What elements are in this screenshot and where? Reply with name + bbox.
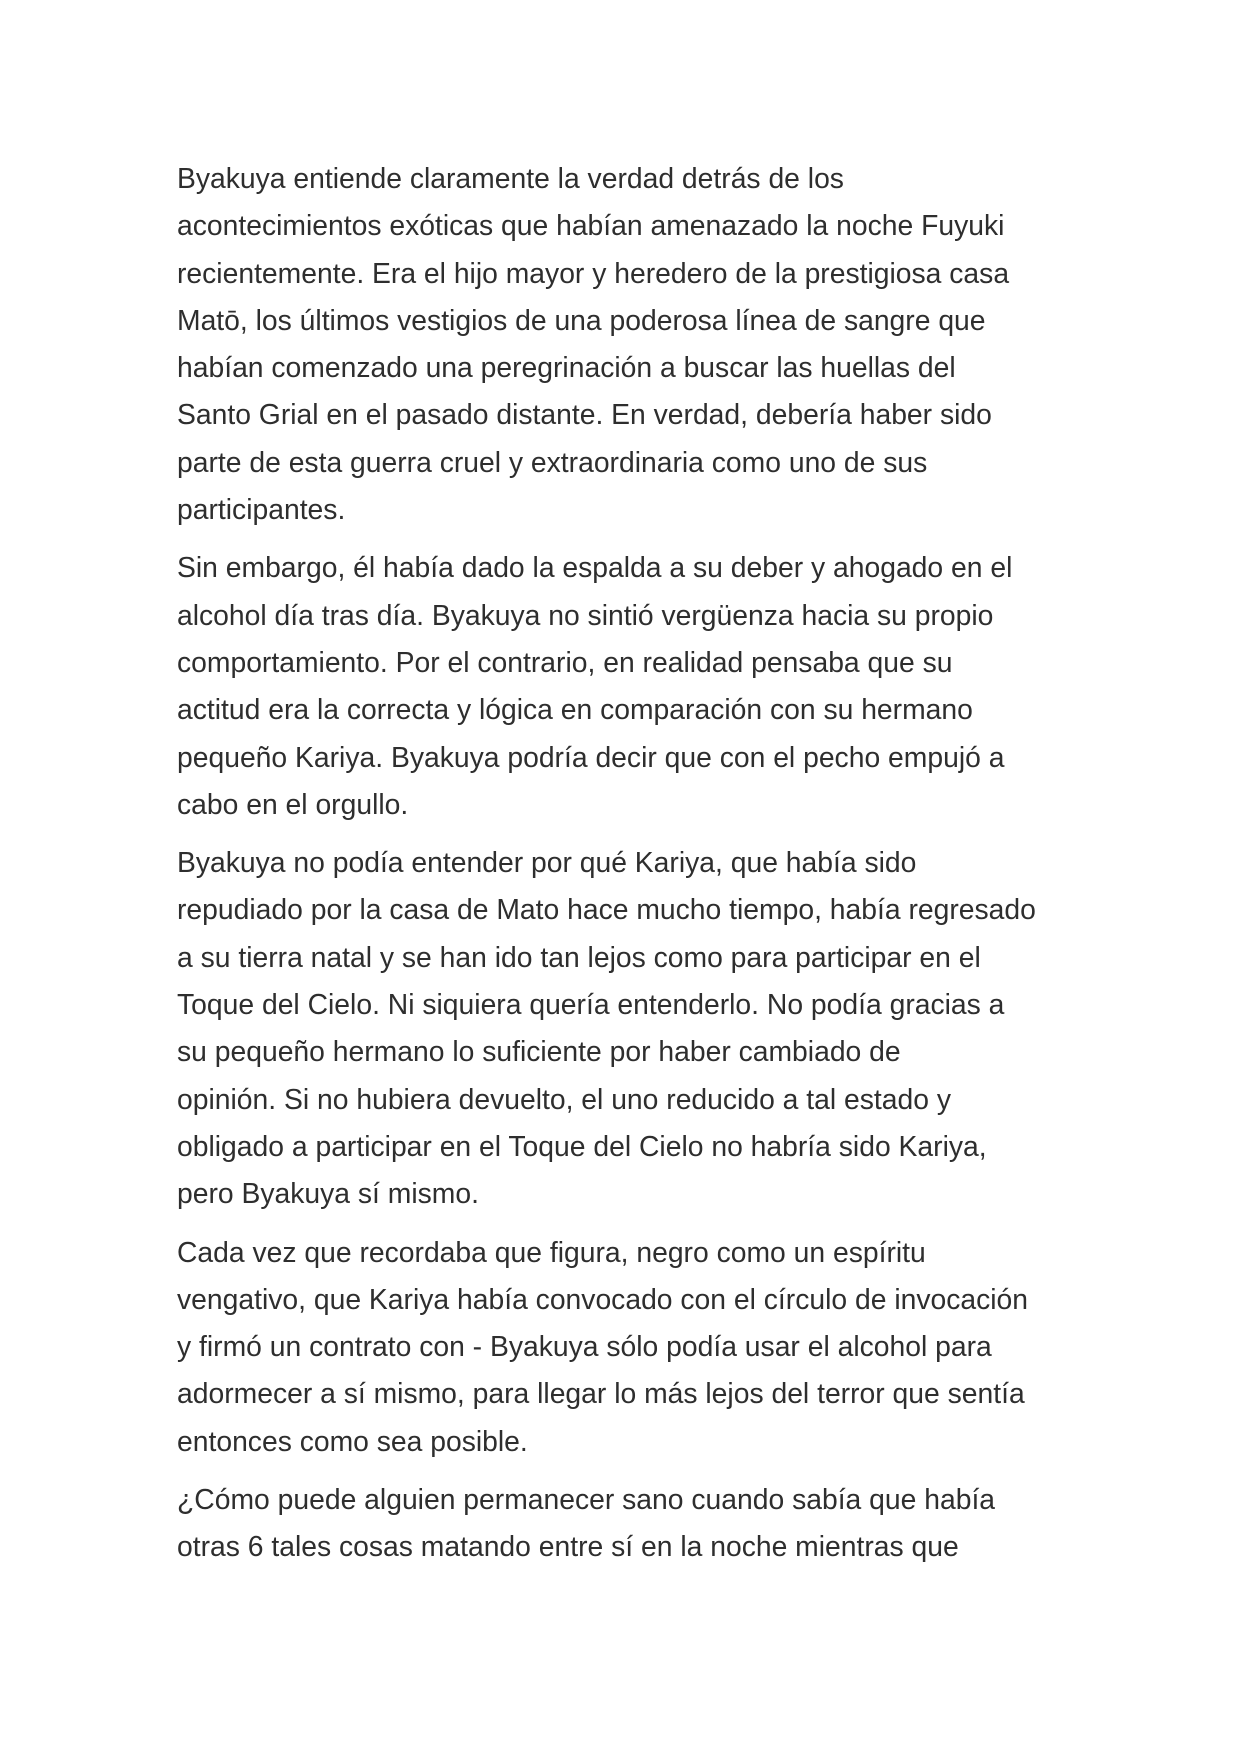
text-line: Byakuya entiende claramente la verdad detrás de los	[177, 162, 844, 194]
text-line: Cada vez que recordaba que figura, negro como un espíritu	[177, 1235, 926, 1268]
text-line: Santo Grial en el pasado distante. En verdad, debería haber sido	[177, 398, 992, 431]
text-line: comportamiento. Por el contrario, en realidad pensaba que su	[177, 645, 953, 678]
paragraph-2	[177, 544, 1077, 828]
paragraph-4	[177, 1229, 1077, 1465]
text-line: recientemente. Era el hijo mayor y heredero de la prestigiosa casa	[177, 256, 1010, 289]
text-line: alcohol día tras día. Byakuya no sintió vergüenza hacia su propio	[177, 598, 994, 631]
text-line: otras 6 tales cosas matando entre sí en la noche mientras que	[177, 1530, 959, 1563]
text-line: a su tierra natal y se han ido tan lejos como para participar en el	[177, 940, 981, 973]
text-line: Matō, los últimos vestigios de una poderosa línea de sangre que	[177, 303, 986, 336]
text-line: ¿Cómo puede alguien permanecer sano cuando sabía que había	[177, 1483, 996, 1516]
text-line: su pequeño hermano lo suficiente por haber cambiado de	[177, 1035, 901, 1068]
text-line: entonces como sea posible.	[177, 1424, 528, 1457]
paragraph-3	[177, 839, 1077, 1217]
text-line: pequeño Kariya. Byakuya podría decir que con el pecho empujó a	[177, 740, 1005, 773]
text-line: cabo en el orgullo.	[177, 787, 409, 820]
paragraph-1	[177, 155, 1077, 533]
text-line: pero Byakuya sí mismo.	[177, 1177, 479, 1210]
text-line: acontecimientos exóticas que habían amenazado la noche Fuyuki	[177, 209, 1005, 242]
text-line: obligado a participar en el Toque del Cielo no habría sido Kariya,	[177, 1129, 987, 1162]
text-line: participantes.	[177, 493, 346, 526]
text-line: adormecer a sí mismo, para llegar lo más lejos del terror que sentía	[177, 1377, 1025, 1410]
text-line: Byakuya no podía entender por qué Kariya, que había sido	[177, 846, 917, 879]
text-line: habían comenzado una peregrinación a buscar las huellas del	[177, 351, 956, 384]
text-line: actitud era la correcta y lógica en comparación con su hermano	[177, 693, 973, 726]
body-text	[177, 155, 1077, 1582]
text-line: Toque del Cielo. Ni siquiera quería entenderlo. No podía gracias a	[177, 988, 1005, 1021]
paragraph-5	[177, 1476, 1077, 1571]
text-line: Sin embargo, él había dado la espalda a su deber y ahogado en el	[177, 551, 1013, 584]
text-line: repudiado por la casa de Mato hace mucho tiempo, había regresado	[177, 893, 1036, 926]
text-line: opinión. Si no hubiera devuelto, el uno reducido a tal estado y	[177, 1082, 951, 1115]
text-line: y firmó un contrato con - Byakuya sólo podía usar el alcohol para	[177, 1330, 992, 1363]
text-line: vengativo, que Kariya había convocado con el círculo de invocación	[177, 1282, 1029, 1315]
text-line: parte de esta guerra cruel y extraordinaria como uno de sus	[177, 445, 928, 478]
